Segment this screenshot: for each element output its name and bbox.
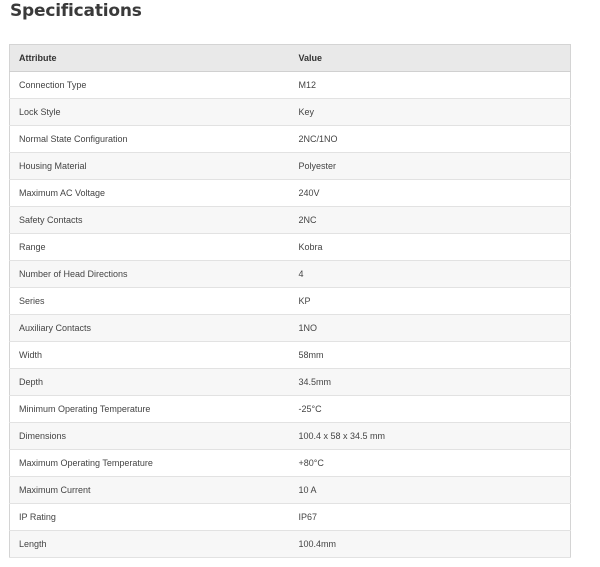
value-cell: Polyester	[288, 153, 571, 180]
attribute-cell: Auxiliary Contacts	[10, 315, 288, 342]
table-row	[10, 207, 571, 234]
value-cell: -25°C	[288, 396, 571, 423]
table-row	[10, 261, 571, 288]
table-row	[10, 99, 571, 126]
value-cell: Kobra	[288, 234, 571, 261]
attribute-cell: Maximum Operating Temperature	[10, 450, 288, 477]
page-title: Specifications	[10, 1, 142, 21]
attribute-column-header: Attribute	[10, 45, 288, 72]
specifications-table	[9, 44, 571, 558]
table-row	[10, 288, 571, 315]
table-row	[10, 126, 571, 153]
table-header-row	[10, 45, 571, 72]
table-row	[10, 180, 571, 207]
value-cell: M12	[288, 72, 571, 99]
value-cell: 34.5mm	[288, 369, 571, 396]
value-cell: +80°C	[288, 450, 571, 477]
attribute-cell: Minimum Operating Temperature	[10, 396, 288, 423]
table-row	[10, 504, 571, 531]
attribute-cell: Maximum Current	[10, 477, 288, 504]
table-row	[10, 396, 571, 423]
table-row	[10, 531, 571, 558]
table-row	[10, 315, 571, 342]
attribute-cell: Dimensions	[10, 423, 288, 450]
value-cell: 10 A	[288, 477, 571, 504]
value-cell: 240V	[288, 180, 571, 207]
value-column-header: Value	[288, 45, 571, 72]
table-row	[10, 153, 571, 180]
value-cell: 1NO	[288, 315, 571, 342]
value-cell: Key	[288, 99, 571, 126]
attribute-cell: Series	[10, 288, 288, 315]
table-row	[10, 72, 571, 99]
value-cell: 100.4mm	[288, 531, 571, 558]
value-cell: IP67	[288, 504, 571, 531]
attribute-cell: Width	[10, 342, 288, 369]
value-cell: 100.4 x 58 x 34.5 mm	[288, 423, 571, 450]
attribute-cell: Maximum AC Voltage	[10, 180, 288, 207]
attribute-cell: Normal State Configuration	[10, 126, 288, 153]
value-cell: 58mm	[288, 342, 571, 369]
table-row	[10, 369, 571, 396]
attribute-cell: Housing Material	[10, 153, 288, 180]
table-row	[10, 234, 571, 261]
attribute-cell: Range	[10, 234, 288, 261]
attribute-cell: IP Rating	[10, 504, 288, 531]
attribute-cell: Connection Type	[10, 72, 288, 99]
attribute-cell: Number of Head Directions	[10, 261, 288, 288]
value-cell: 2NC/1NO	[288, 126, 571, 153]
table-row	[10, 423, 571, 450]
value-cell: KP	[288, 288, 571, 315]
attribute-cell: Depth	[10, 369, 288, 396]
attribute-cell: Lock Style	[10, 99, 288, 126]
table-row	[10, 477, 571, 504]
table-row	[10, 342, 571, 369]
attribute-cell: Safety Contacts	[10, 207, 288, 234]
table-row	[10, 450, 571, 477]
attribute-cell: Length	[10, 531, 288, 558]
value-cell: 2NC	[288, 207, 571, 234]
value-cell: 4	[288, 261, 571, 288]
